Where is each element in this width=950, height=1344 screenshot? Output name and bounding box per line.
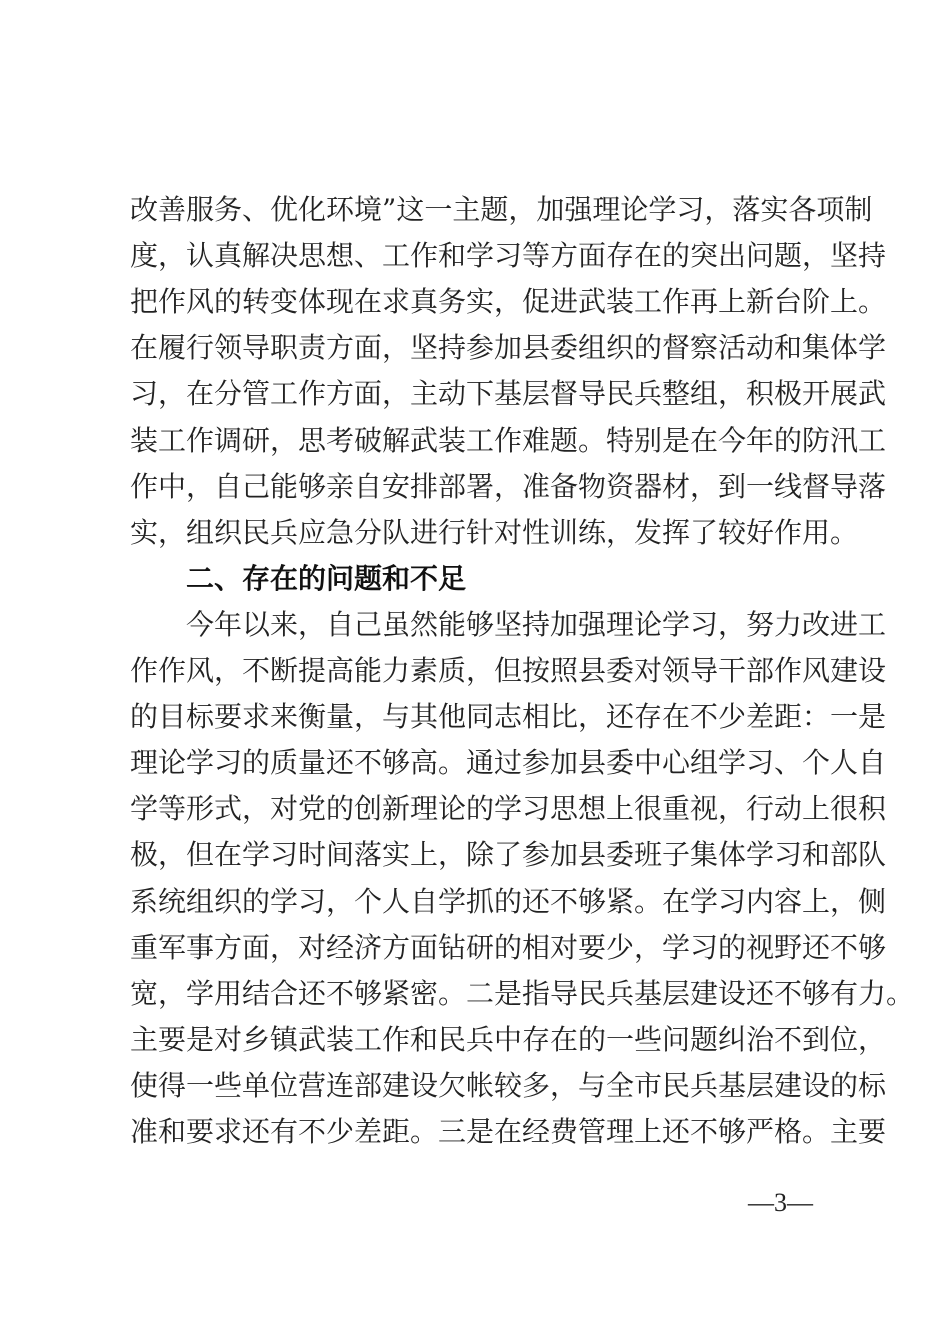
paragraph-line: 的目标要求来衡量，与其他同志相比，还存在不少差距：一是 [130,700,887,733]
paragraph-line: 习，在分管工作方面，主动下基层督导民兵整组，积极开展武 [130,377,887,410]
paragraph-line: 学等形式，对党的创新理论的学习思想上很重视，行动上很积 [130,792,887,825]
paragraph-line: 使得一些单位营连部建设欠帐较多，与全市民兵基层建设的标 [130,1069,887,1102]
paragraph-line: 极，但在学习时间落实上，除了参加县委班子集体学习和部队 [130,838,887,871]
paragraph-line: 主要是对乡镇武装工作和民兵中存在的一些问题纠治不到位， [130,1023,887,1056]
paragraph-line: 在履行领导职责方面，坚持参加县委组织的督察活动和集体学 [130,331,887,364]
paragraph-line: 改善服务、优化环境”这一主题，加强理论学习，落实各项制 [130,193,873,226]
paragraph-line: 重军事方面，对经济方面钻研的相对要少，学习的视野还不够 [130,931,887,964]
paragraph-line: 实，组织民兵应急分队进行针对性训练，发挥了较好作用。 [130,516,859,549]
page-number: —3— [748,1188,813,1217]
paragraph-line: 度，认真解决思想、工作和学习等方面存在的突出问题，坚持 [130,239,887,272]
paragraph-line: 作中，自己能够亲自安排部署，准备物资器材，到一线督导落 [130,470,887,503]
paragraph-line: 今年以来，自己虽然能够坚持加强理论学习，努力改进工 [186,608,887,641]
paragraph-line: 作作风，不断提高能力素质，但按照县委对领导干部作风建设 [130,654,887,687]
paragraph-line: 装工作调研，思考破解武装工作难题。特别是在今年的防汛工 [130,424,887,457]
paragraph-line: 准和要求还有不少差距。三是在经费管理上还不够严格。主要 [130,1115,887,1148]
paragraph-line: 把作风的转变体现在求真务实，促进武装工作再上新台阶上。 [130,285,887,318]
paragraph-line: 理论学习的质量还不够高。通过参加县委中心组学习、个人自 [130,746,887,779]
section-heading: 二、存在的问题和不足 [186,562,467,595]
paragraph-line: 宽，学用结合还不够紧密。二是指导民兵基层建设还不够有力。 [130,977,915,1010]
paragraph-line: 系统组织的学习，个人自学抓的还不够紧。在学习内容上，侧 [130,885,887,918]
